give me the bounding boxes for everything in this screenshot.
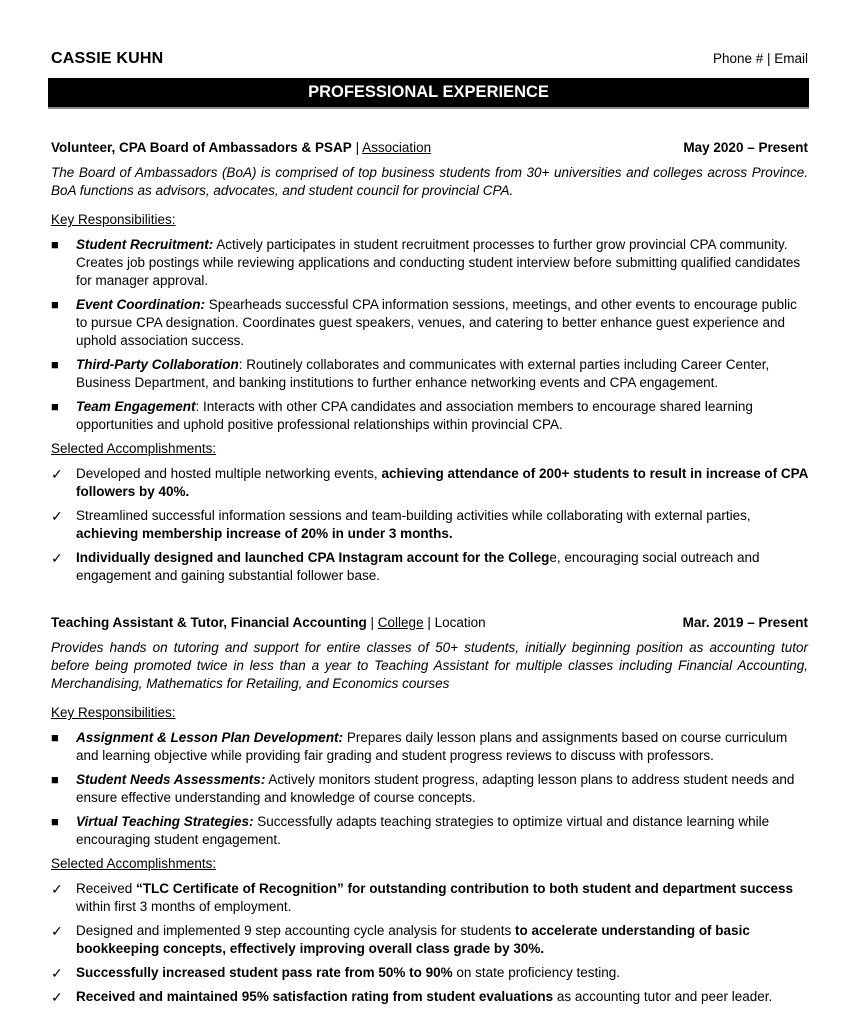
item-text: Spearheads successful CPA information sessions, meetings, and other events to encourage public to pursue CPA designation. Coordinates guest speakers, venues, and catering to better enhance guest experience and uphold association success. — [76, 297, 797, 348]
accomplishments-heading: Selected Accomplishments: — [51, 441, 217, 456]
square-bullet-icon: ■ — [51, 237, 59, 252]
item-text: within first 3 months of employment. — [76, 899, 292, 914]
checkmark-icon: ✓ — [51, 466, 63, 482]
list-item — [51, 398, 808, 434]
item-text: as accounting tutor and peer leader. — [553, 989, 773, 1004]
item-highlight: achieving membership increase of 20% in under 3 months. — [76, 526, 453, 541]
job-dates: May 2020 – Present — [683, 140, 808, 155]
item-lead: Event Coordination: — [76, 297, 205, 312]
item-text: Streamlined successful information sessions and team-building activities while collaborating with external parties, — [76, 508, 751, 523]
job-title: Teaching Assistant & Tutor, Financial Accounting — [51, 615, 367, 630]
resume-page — [51, 50, 808, 1005]
list-item — [51, 549, 808, 585]
item-text: : Routinely collaborates and communicates with external parties including Career Center, Business Department, and banking institutions to further enhance networking events and CPA engagement. — [76, 357, 770, 390]
responsibilities-heading: Key Responsibilities: — [51, 212, 176, 227]
item-text: : Interacts with other CPA candidates and association members to encourage shared learning opportunities and uphold positive professional relationships within provincial CPA. — [76, 399, 753, 432]
item-highlight: achieving attendance of 200+ students to result in increase of CPA followers by 40%. — [76, 466, 808, 499]
section-heading-experience: PROFESSIONAL EXPERIENCE — [48, 78, 809, 109]
item-text: e, encouraging social outreach and engagement and gaining substantial follower base. — [76, 550, 760, 583]
checkmark-icon: ✓ — [51, 881, 63, 897]
job-organization: Association — [362, 140, 432, 155]
accomplishments-list — [51, 880, 808, 1006]
square-bullet-icon: ■ — [51, 772, 59, 787]
separator: | — [351, 140, 363, 155]
accomplishments-list — [51, 465, 808, 585]
responsibilities-heading: Key Responsibilities: — [51, 705, 176, 720]
square-bullet-icon: ■ — [51, 399, 59, 414]
square-bullet-icon: ■ — [51, 730, 59, 745]
item-text: Developed and hosted multiple networking events, — [76, 466, 382, 481]
job-title: Volunteer, CPA Board of Ambassadors & PSAP — [51, 140, 352, 155]
job-title-line — [51, 614, 486, 632]
item-highlight: “TLC Certificate of Recognition” for outstanding contribution to both student and department success — [136, 881, 794, 896]
item-text: on state proficiency testing. — [452, 965, 620, 980]
item-highlight: Individually designed and launched CPA Instagram account for the Colleg — [76, 550, 550, 565]
list-item — [51, 922, 808, 958]
job-header — [51, 614, 808, 632]
contact-info: Phone # | Email — [712, 51, 808, 66]
list-item — [51, 964, 808, 982]
job-location: | Location — [423, 615, 486, 630]
item-lead: Virtual Teaching Strategies: — [76, 814, 254, 829]
list-item — [51, 296, 808, 350]
item-highlight: Received and maintained 95% satisfaction rating from student evaluations — [76, 989, 554, 1004]
item-lead: Assignment & Lesson Plan Development: — [76, 730, 344, 745]
item-text: Actively participates in student recruitment processes to further grow provincial CPA community. Creates job postings while reviewing applications and conducting student interview before submitting qualified candidates for manager approval. — [76, 237, 801, 288]
list-item — [51, 356, 808, 392]
list-item — [51, 880, 808, 916]
list-item — [51, 507, 808, 543]
item-text: Prepares daily lesson plans and assignments based on course curriculum and learning objective while providing fair grading and student progress reviews to discuss with professors. — [76, 730, 788, 763]
checkmark-icon: ✓ — [51, 923, 63, 939]
job-description: The Board of Ambassadors (BoA) is comprised of top business students from 30+ universities and colleges across Province. BoA functions as advisors, advocates, and student council for provincial CPA. — [51, 165, 808, 198]
list-item — [51, 813, 808, 849]
item-lead: Team Engagement — [76, 399, 196, 414]
list-item — [51, 236, 808, 290]
accomplishments-heading: Selected Accomplishments: — [51, 856, 217, 871]
item-text: Received — [76, 881, 137, 896]
job-entry-volunteer — [51, 139, 808, 591]
list-item — [51, 729, 808, 765]
item-lead: Third-Party Collaboration — [76, 357, 239, 372]
list-item — [51, 771, 808, 807]
square-bullet-icon: ■ — [51, 357, 59, 372]
checkmark-icon: ✓ — [51, 989, 63, 1005]
item-lead: Student Recruitment: — [76, 237, 214, 252]
job-entry-teaching-assistant — [51, 614, 808, 1012]
checkmark-icon: ✓ — [51, 508, 63, 524]
item-highlight: to accelerate understanding of basic bookkeeping concepts, effectively improving overall class grade by 30%. — [76, 923, 750, 956]
job-title-line — [51, 139, 431, 157]
item-text: Successfully adapts teaching strategies to optimize virtual and distance learning while encouraging student engagement. — [76, 814, 770, 847]
responsibilities-list — [51, 729, 808, 849]
square-bullet-icon: ■ — [51, 297, 59, 312]
job-dates: Mar. 2019 – Present — [682, 615, 808, 630]
checkmark-icon: ✓ — [51, 965, 63, 981]
list-item — [51, 988, 808, 1006]
item-text: Actively monitors student progress, adapting lesson plans to address student needs and ensure effective understanding and knowledge of course concepts. — [76, 772, 795, 805]
job-header — [51, 139, 808, 157]
responsibilities-list — [51, 236, 808, 434]
checkmark-icon: ✓ — [51, 550, 63, 566]
item-text: Designed and implemented 9 step accounting cycle analysis for students — [76, 923, 516, 938]
separator: | — [366, 615, 378, 630]
job-organization: College — [377, 615, 424, 630]
job-description: Provides hands on tutoring and support for entire classes of 50+ students, initially beginning position as accounting tutor before being promoted twice in less than a year to Teaching Assistant for multiple classes including Financial Accounting, Merchandising, Mathematics for Retailing, and Economics courses — [51, 640, 808, 691]
candidate-name: CASSIE KUHN — [51, 50, 164, 67]
item-highlight: Successfully increased student pass rate from 50% to 90% — [76, 965, 453, 980]
square-bullet-icon: ■ — [51, 814, 59, 829]
resume-header — [51, 50, 808, 72]
item-lead: Student Needs Assessments: — [76, 772, 266, 787]
list-item — [51, 465, 808, 501]
